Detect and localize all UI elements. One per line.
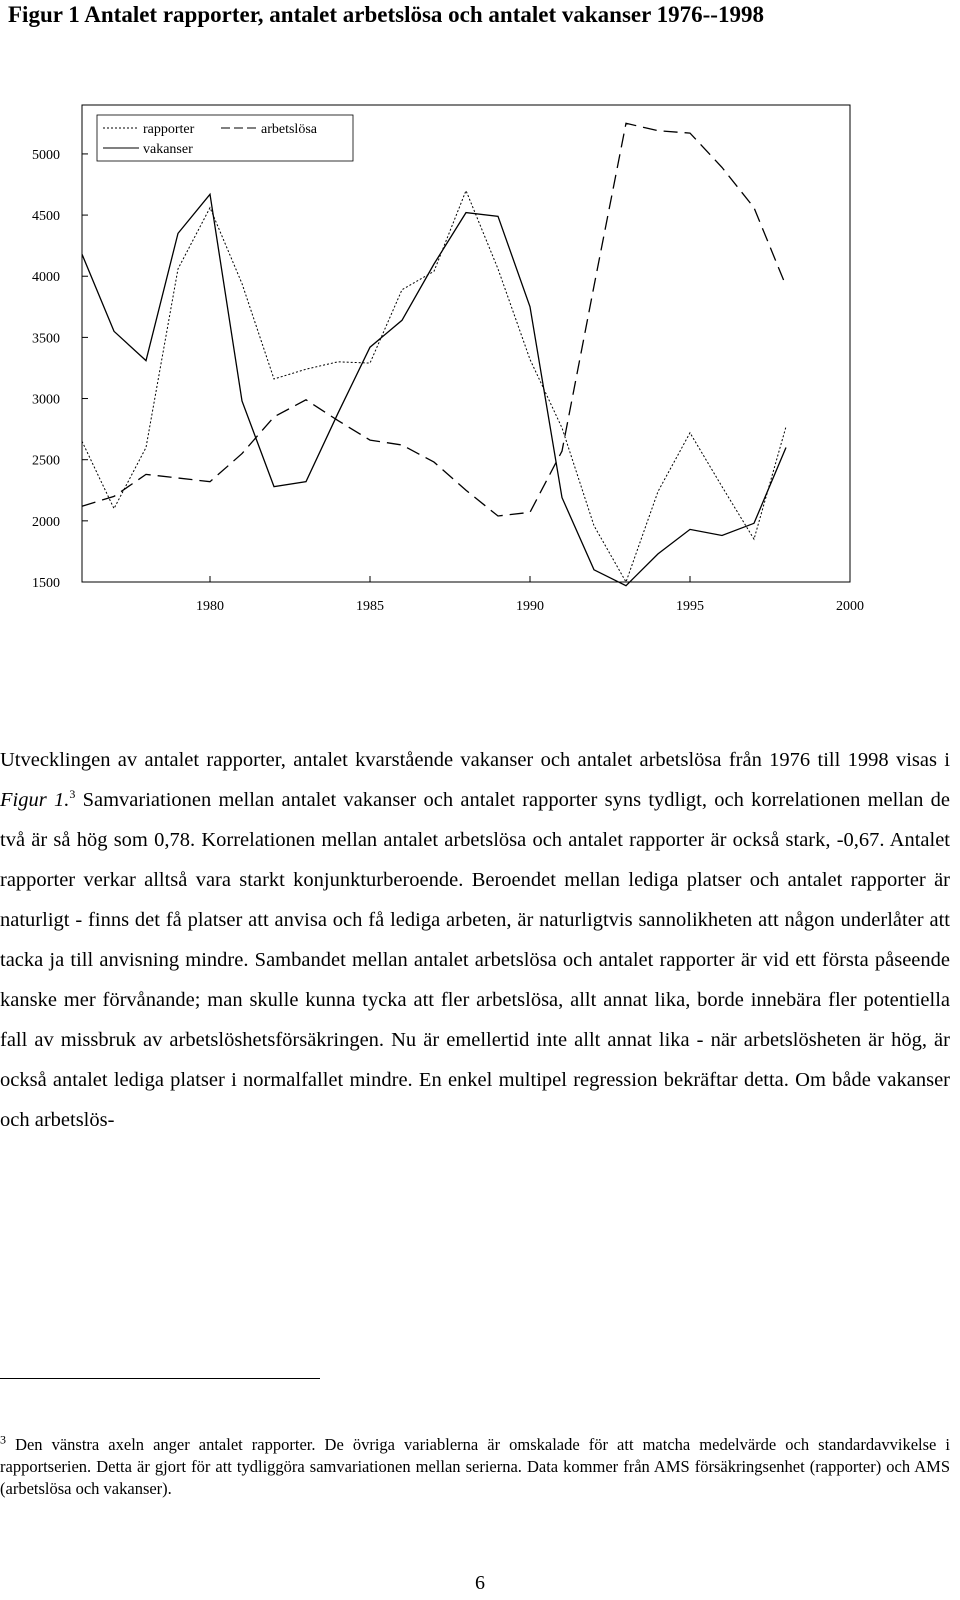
series-line-rapporter (82, 191, 786, 582)
x-tick-label: 1980 (196, 599, 224, 614)
footnote-number: 3 (0, 1432, 6, 1447)
body-text-part2: Samvariationen mellan antalet vakanser och antalet rapporter syns tydligt, och korrelationen mellan de två är så hög som 0,78. Korrelationen mellan antalet arbetslösa och antalet rapporter är också stark, -0,67. Antalet rapporter verkar alltså vara starkt konjunkturberoende. Beroendet mellan lediga platser och antalet rapporter är naturligt - finns det få platser att anvisa och få lediga arbeten, är naturligtvis sannolikheten att någon underlåter att tacka ja till anvisning mindre. Sambandet mellan antalet arbetslösa och antalet rapporter är vid ett första påseende kanske mer förvånande; man skulle kunna tycka att fler arbetslösa, allt annat lika, borde innebära fler potentiella fall av missbruk av arbetslöshetsförsäkringen. Nu är emellertid inte allt annat lika - när arbetslösheten är hög, är också antalet lediga platser i normalfallet mindre. En enkel multipel regression bekräftar detta. Om både vakanser och arbetslös- (0, 789, 950, 1131)
legend-label-vakanser: vakanser (143, 142, 193, 157)
x-tick-label: 1985 (356, 599, 384, 614)
footnote-separator (0, 1378, 320, 1379)
figure-reference[interactable]: Figur 1. (0, 789, 70, 811)
y-tick-label: 5000 (32, 147, 60, 163)
legend-label-rapporter: rapporter (143, 122, 195, 137)
figure-title: Figur 1 Antalet rapporter, antalet arbetslösa och antalet vakanser 1976--1998 (8, 2, 764, 27)
x-tick-label: 1990 (516, 599, 544, 614)
x-tick-label: 2000 (836, 599, 864, 614)
series-line-arbetslösa (82, 123, 786, 516)
y-tick-label: 4000 (32, 270, 60, 286)
x-tick-label: 1995 (676, 599, 704, 614)
y-tick-label: 3000 (32, 392, 60, 408)
plot-frame (82, 105, 850, 582)
footnote-marker[interactable]: 3 (69, 787, 76, 802)
y-tick-label: 3500 (32, 331, 60, 347)
y-tick-label: 2500 (32, 453, 60, 469)
y-tick-label: 4500 (32, 209, 60, 225)
footnote (0, 1434, 950, 1500)
line-chart (0, 85, 880, 625)
y-tick-label: 1500 (32, 576, 60, 591)
body-text-part1: Utvecklingen av antalet rapporter, antalet kvarstående vakanser och antalet arbetslösa från 1976 till 1998 visas i (0, 749, 950, 771)
footnote-text: Den vänstra axeln anger antalet rapporter. De övriga variablerna är omskalade för att matcha medelvärde och standardavvikelse i rapportserien. Detta är gjort för att tydliggöra samvariationen mellan serierna. Data kommer från AMS försäkringsenhet (rapporter) och AMS (arbetslösa och vakanser). (0, 1435, 951, 1498)
series-line-vakanser (82, 194, 786, 585)
body-paragraph (0, 740, 950, 1140)
legend-label-arbetslösa: arbetslösa (261, 122, 317, 137)
y-tick-label: 2000 (32, 514, 60, 530)
page-number: 6 (475, 1572, 485, 1594)
